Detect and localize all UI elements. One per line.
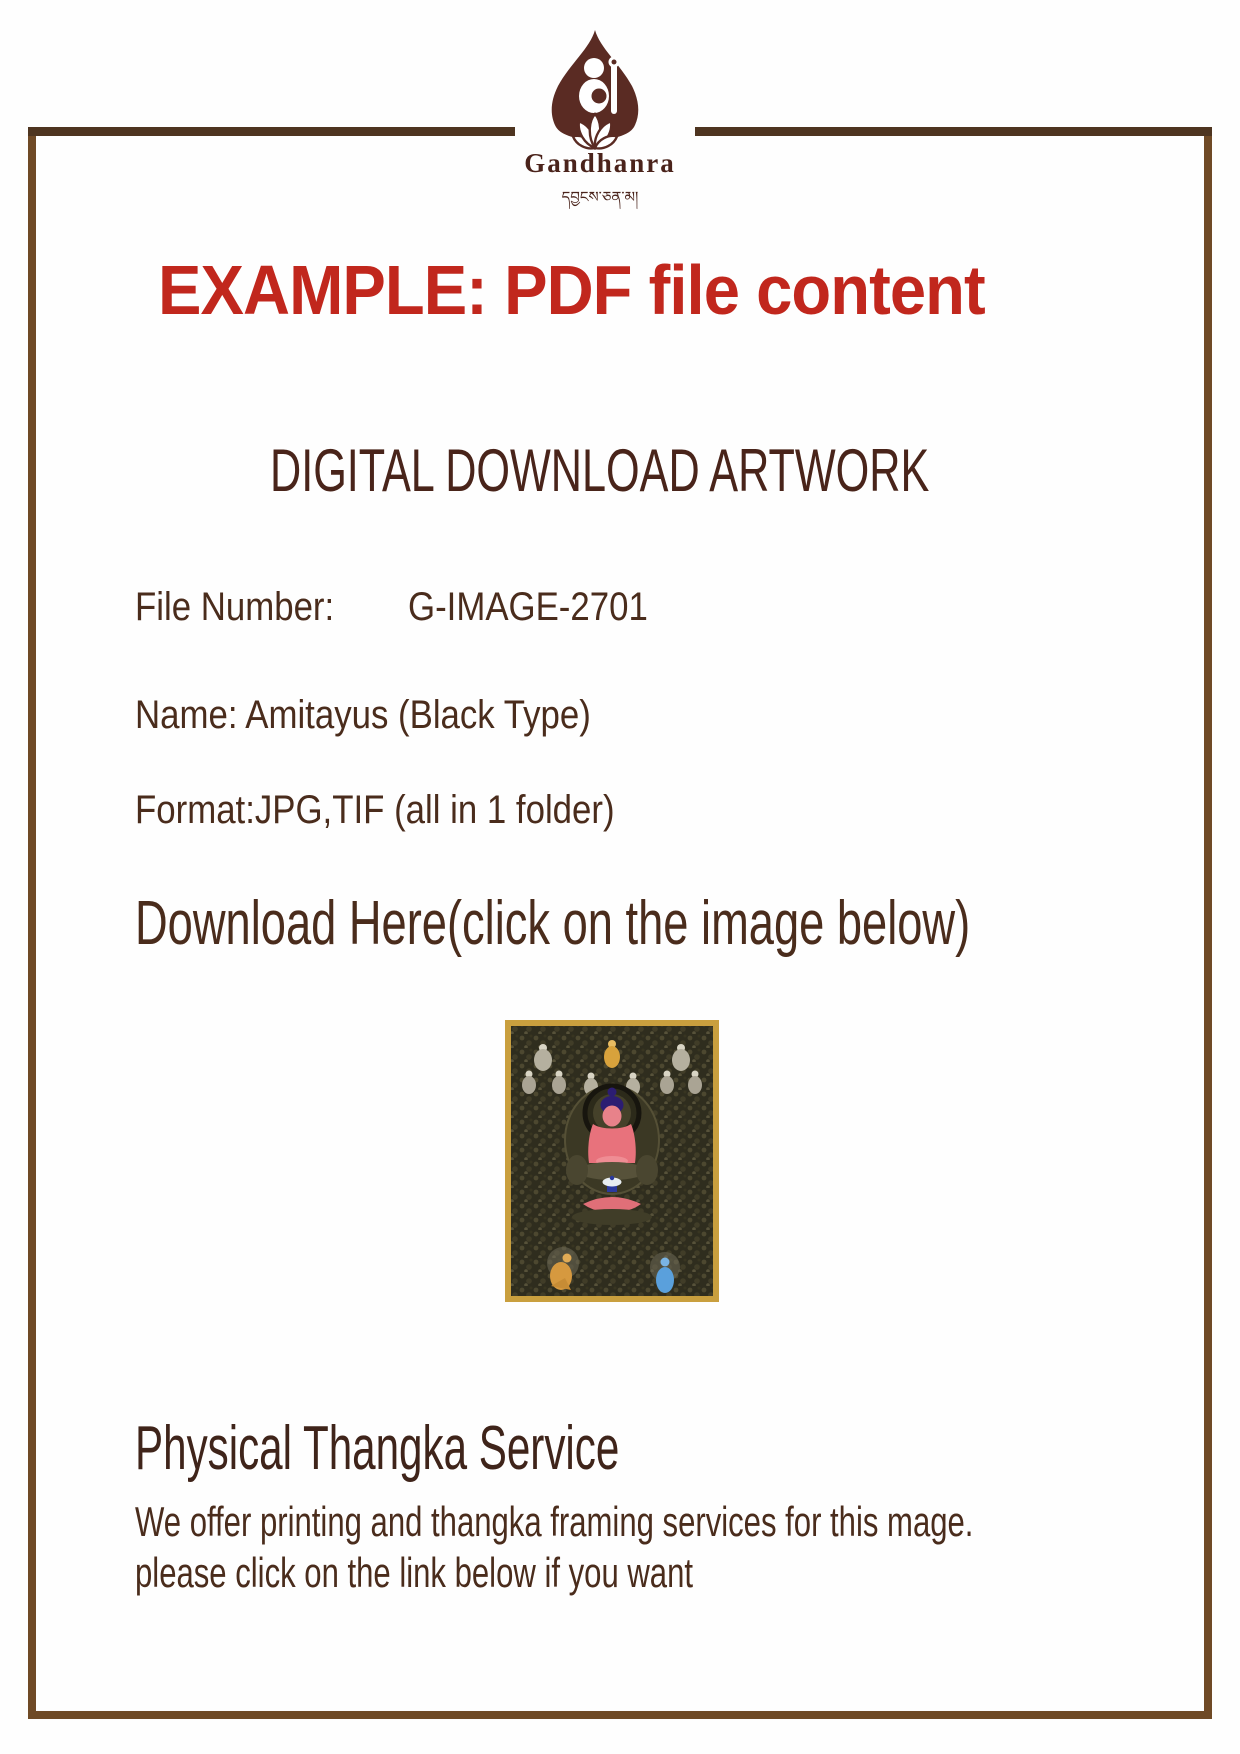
- service-line-1: We offer printing and thangka framing services for this mage.: [135, 1498, 974, 1545]
- gandhanra-logo-icon: [510, 26, 680, 150]
- file-number-value: G-IMAGE-2701: [408, 585, 648, 629]
- subtitle: DIGITAL DOWNLOAD ARTWORK: [270, 437, 930, 504]
- download-thangka-image[interactable]: [505, 1020, 719, 1302]
- border-top-right-bar: [695, 127, 1212, 136]
- brand-name: Gandhanra: [524, 148, 676, 178]
- page-title: EXAMPLE: PDF file content: [158, 251, 985, 329]
- download-heading: Download Here(click on the image below): [135, 889, 971, 958]
- border-bottom: [28, 1711, 1212, 1719]
- border-left: [28, 128, 36, 1718]
- artwork-name-line: Name: Amitayus (Black Type): [135, 693, 591, 737]
- format-line: Format:JPG,TIF (all in 1 folder): [135, 788, 615, 832]
- service-line-2: please click on the link below if you want: [135, 1549, 694, 1596]
- tibetan-script: དབྱངས་ཅན་མ།: [561, 188, 639, 206]
- file-number-label: File Number:: [135, 585, 335, 629]
- border-top-left-bar: [28, 127, 515, 136]
- service-heading: Physical Thangka Service: [135, 1414, 620, 1483]
